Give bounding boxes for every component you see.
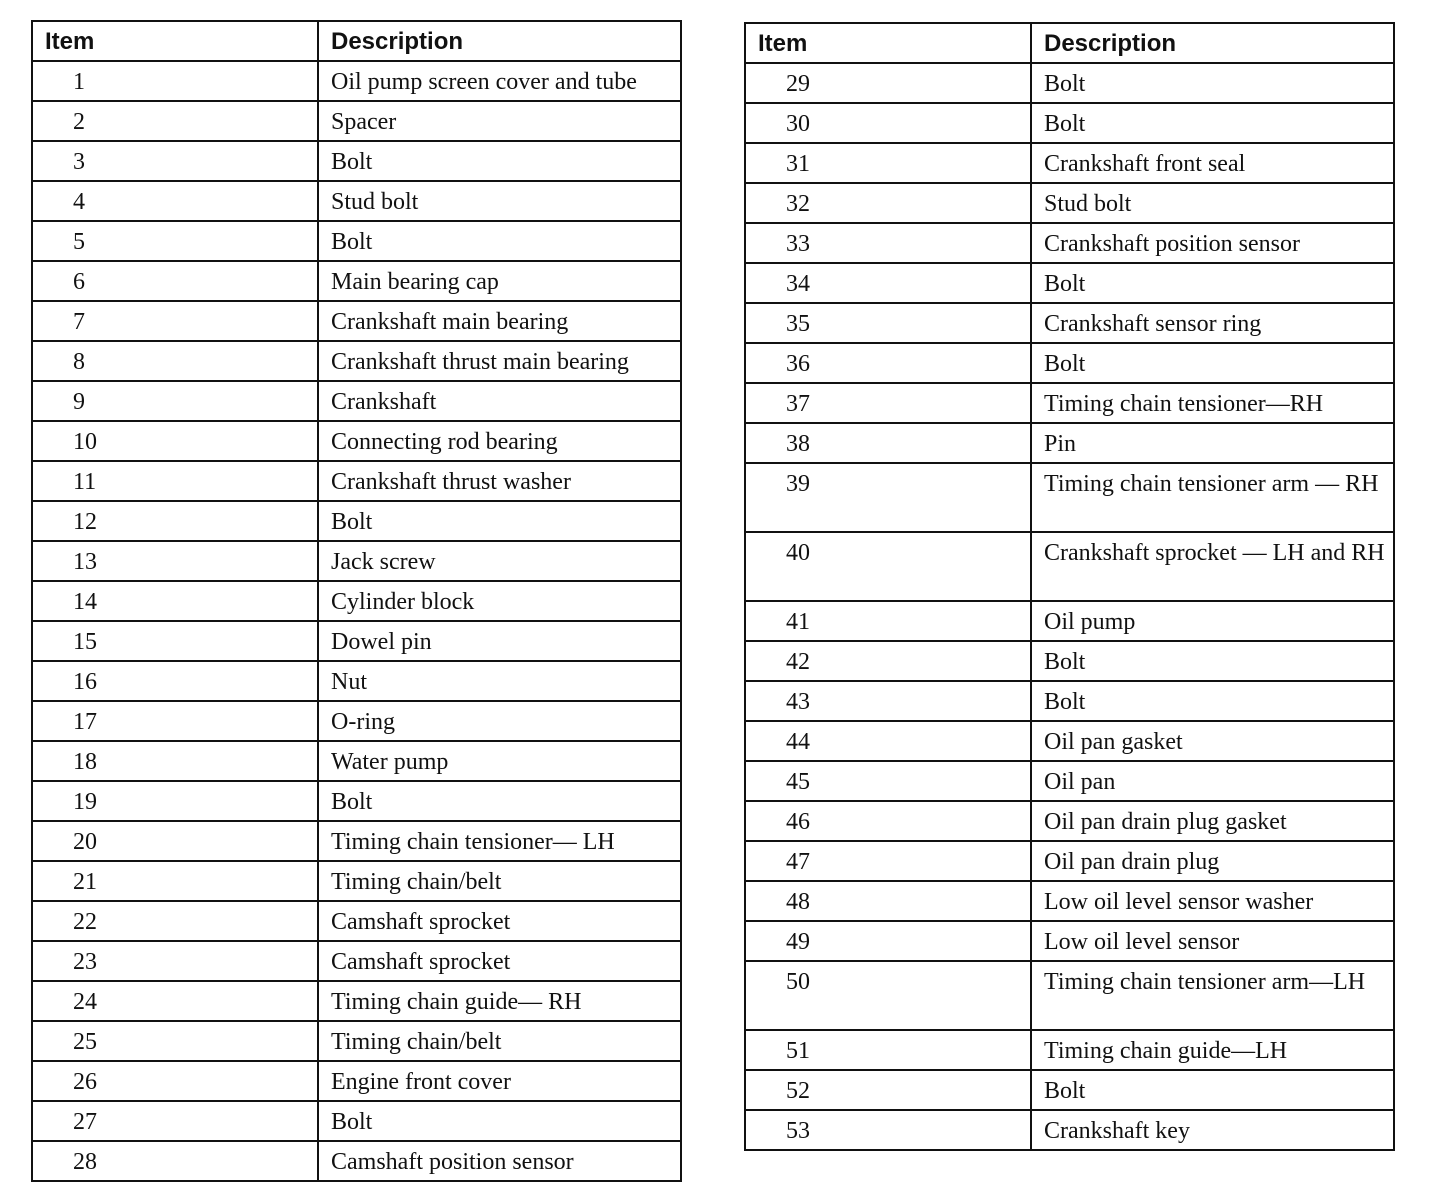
table-row bbox=[745, 921, 1394, 961]
table-row bbox=[32, 341, 681, 381]
table-row bbox=[745, 423, 1394, 463]
item-description: Bolt bbox=[1031, 641, 1394, 681]
table-row bbox=[745, 463, 1394, 532]
item-number: 41 bbox=[745, 601, 1031, 641]
table-row bbox=[745, 223, 1394, 263]
parts-table-left bbox=[31, 20, 682, 1182]
table-row bbox=[32, 1061, 681, 1101]
description-column-header: Description bbox=[318, 21, 681, 61]
description-column-header: Description bbox=[1031, 23, 1394, 63]
item-column-header: Item bbox=[745, 23, 1031, 63]
item-column-header: Item bbox=[32, 21, 318, 61]
item-number: 5 bbox=[32, 221, 318, 261]
item-description: Spacer bbox=[318, 101, 681, 141]
table-row bbox=[745, 343, 1394, 383]
table-row bbox=[745, 841, 1394, 881]
item-number: 44 bbox=[745, 721, 1031, 761]
table-row bbox=[32, 701, 681, 741]
table-row bbox=[745, 881, 1394, 921]
item-description: Crankshaft thrust washer bbox=[318, 461, 681, 501]
item-description: Crankshaft bbox=[318, 381, 681, 421]
table-row bbox=[32, 541, 681, 581]
item-description: Camshaft sprocket bbox=[318, 901, 681, 941]
item-description: Crankshaft front seal bbox=[1031, 143, 1394, 183]
item-description: Low oil level sensor washer bbox=[1031, 881, 1394, 921]
item-description: Connecting rod bearing bbox=[318, 421, 681, 461]
table-row bbox=[745, 801, 1394, 841]
item-description: Oil pump screen cover and tube bbox=[318, 61, 681, 101]
item-description: Low oil level sensor bbox=[1031, 921, 1394, 961]
table-row bbox=[745, 143, 1394, 183]
item-number: 28 bbox=[32, 1141, 318, 1181]
table-row bbox=[32, 901, 681, 941]
table-row bbox=[745, 601, 1394, 641]
item-number: 29 bbox=[745, 63, 1031, 103]
table-row bbox=[745, 183, 1394, 223]
table-row bbox=[32, 741, 681, 781]
table-row bbox=[32, 141, 681, 181]
item-number: 12 bbox=[32, 501, 318, 541]
item-number: 27 bbox=[32, 1101, 318, 1141]
item-description: Timing chain guide—LH bbox=[1031, 1030, 1394, 1070]
table-row bbox=[32, 301, 681, 341]
item-description: Timing chain tensioner arm—LH bbox=[1031, 961, 1394, 1030]
table-row bbox=[32, 1101, 681, 1141]
item-description: Bolt bbox=[318, 1101, 681, 1141]
item-description: Crankshaft sensor ring bbox=[1031, 303, 1394, 343]
table-row bbox=[32, 261, 681, 301]
item-number: 16 bbox=[32, 661, 318, 701]
item-description: Stud bolt bbox=[318, 181, 681, 221]
item-number: 25 bbox=[32, 1021, 318, 1061]
table-row bbox=[32, 381, 681, 421]
item-description: Crankshaft main bearing bbox=[318, 301, 681, 341]
item-description: Water pump bbox=[318, 741, 681, 781]
item-description: Bolt bbox=[318, 221, 681, 261]
item-number: 15 bbox=[32, 621, 318, 661]
item-number: 2 bbox=[32, 101, 318, 141]
item-description: Bolt bbox=[318, 781, 681, 821]
item-number: 49 bbox=[745, 921, 1031, 961]
table-row bbox=[745, 961, 1394, 1030]
item-description: Crankshaft sprocket — LH and RH bbox=[1031, 532, 1394, 601]
item-number: 36 bbox=[745, 343, 1031, 383]
table-row bbox=[745, 263, 1394, 303]
item-number: 52 bbox=[745, 1070, 1031, 1110]
item-number: 17 bbox=[32, 701, 318, 741]
table-row bbox=[745, 641, 1394, 681]
item-description: Nut bbox=[318, 661, 681, 701]
item-number: 22 bbox=[32, 901, 318, 941]
table-row bbox=[745, 1110, 1394, 1150]
item-number: 1 bbox=[32, 61, 318, 101]
item-number: 42 bbox=[745, 641, 1031, 681]
item-number: 24 bbox=[32, 981, 318, 1021]
item-description: Crankshaft position sensor bbox=[1031, 223, 1394, 263]
item-description: Bolt bbox=[1031, 1070, 1394, 1110]
table-row bbox=[745, 721, 1394, 761]
parts-table-right bbox=[744, 22, 1395, 1151]
item-number: 53 bbox=[745, 1110, 1031, 1150]
table-row bbox=[32, 421, 681, 461]
item-description: Oil pan gasket bbox=[1031, 721, 1394, 761]
table-row bbox=[745, 63, 1394, 103]
item-number: 48 bbox=[745, 881, 1031, 921]
table-header-row bbox=[745, 23, 1394, 63]
item-description: O-ring bbox=[318, 701, 681, 741]
item-description: Oil pan bbox=[1031, 761, 1394, 801]
item-description: Camshaft sprocket bbox=[318, 941, 681, 981]
item-number: 50 bbox=[745, 961, 1031, 1030]
table-row bbox=[32, 781, 681, 821]
item-number: 35 bbox=[745, 303, 1031, 343]
item-number: 19 bbox=[32, 781, 318, 821]
table-row bbox=[745, 383, 1394, 423]
item-number: 9 bbox=[32, 381, 318, 421]
item-number: 38 bbox=[745, 423, 1031, 463]
item-description: Timing chain/belt bbox=[318, 1021, 681, 1061]
item-number: 30 bbox=[745, 103, 1031, 143]
table-row bbox=[32, 941, 681, 981]
item-description: Bolt bbox=[1031, 263, 1394, 303]
item-description: Dowel pin bbox=[318, 621, 681, 661]
item-description: Timing chain tensioner—RH bbox=[1031, 383, 1394, 423]
item-description: Timing chain guide— RH bbox=[318, 981, 681, 1021]
item-number: 11 bbox=[32, 461, 318, 501]
table-row bbox=[32, 221, 681, 261]
item-description: Bolt bbox=[1031, 681, 1394, 721]
item-description: Bolt bbox=[1031, 63, 1394, 103]
table-row bbox=[32, 621, 681, 661]
table-row bbox=[745, 681, 1394, 721]
item-number: 43 bbox=[745, 681, 1031, 721]
item-number: 40 bbox=[745, 532, 1031, 601]
table-row bbox=[745, 1030, 1394, 1070]
table-row bbox=[32, 661, 681, 701]
table-row bbox=[32, 181, 681, 221]
table-row bbox=[32, 1021, 681, 1061]
item-number: 13 bbox=[32, 541, 318, 581]
item-description: Oil pan drain plug bbox=[1031, 841, 1394, 881]
table-row bbox=[745, 532, 1394, 601]
item-number: 6 bbox=[32, 261, 318, 301]
table-row bbox=[745, 103, 1394, 143]
table-row bbox=[32, 61, 681, 101]
item-number: 23 bbox=[32, 941, 318, 981]
table-row bbox=[32, 981, 681, 1021]
table-header-row bbox=[32, 21, 681, 61]
item-description: Bolt bbox=[318, 141, 681, 181]
table-row bbox=[32, 501, 681, 541]
item-number: 45 bbox=[745, 761, 1031, 801]
item-number: 4 bbox=[32, 181, 318, 221]
item-number: 8 bbox=[32, 341, 318, 381]
item-number: 33 bbox=[745, 223, 1031, 263]
item-number: 26 bbox=[32, 1061, 318, 1101]
table-row bbox=[32, 101, 681, 141]
item-number: 14 bbox=[32, 581, 318, 621]
item-description: Oil pump bbox=[1031, 601, 1394, 641]
item-description: Timing chain tensioner— LH bbox=[318, 821, 681, 861]
table-row bbox=[745, 1070, 1394, 1110]
item-description: Jack screw bbox=[318, 541, 681, 581]
table-row bbox=[32, 861, 681, 901]
item-number: 34 bbox=[745, 263, 1031, 303]
item-description: Oil pan drain plug gasket bbox=[1031, 801, 1394, 841]
item-description: Camshaft position sensor bbox=[318, 1141, 681, 1181]
table-row bbox=[32, 461, 681, 501]
item-description: Bolt bbox=[1031, 103, 1394, 143]
item-description: Bolt bbox=[1031, 343, 1394, 383]
item-description: Timing chain/belt bbox=[318, 861, 681, 901]
item-number: 10 bbox=[32, 421, 318, 461]
item-number: 21 bbox=[32, 861, 318, 901]
item-description: Stud bolt bbox=[1031, 183, 1394, 223]
item-number: 39 bbox=[745, 463, 1031, 532]
item-description: Engine front cover bbox=[318, 1061, 681, 1101]
table-row bbox=[745, 303, 1394, 343]
table-row bbox=[32, 1141, 681, 1181]
item-description: Bolt bbox=[318, 501, 681, 541]
item-number: 51 bbox=[745, 1030, 1031, 1070]
item-number: 46 bbox=[745, 801, 1031, 841]
item-number: 32 bbox=[745, 183, 1031, 223]
item-description: Pin bbox=[1031, 423, 1394, 463]
item-number: 37 bbox=[745, 383, 1031, 423]
item-number: 20 bbox=[32, 821, 318, 861]
item-number: 3 bbox=[32, 141, 318, 181]
table-row bbox=[32, 581, 681, 621]
item-number: 18 bbox=[32, 741, 318, 781]
item-number: 31 bbox=[745, 143, 1031, 183]
item-description: Crankshaft thrust main bearing bbox=[318, 341, 681, 381]
table-row bbox=[745, 761, 1394, 801]
item-description: Cylinder block bbox=[318, 581, 681, 621]
item-description: Crankshaft key bbox=[1031, 1110, 1394, 1150]
item-description: Timing chain tensioner arm — RH bbox=[1031, 463, 1394, 532]
item-number: 7 bbox=[32, 301, 318, 341]
item-number: 47 bbox=[745, 841, 1031, 881]
item-description: Main bearing cap bbox=[318, 261, 681, 301]
table-row bbox=[32, 821, 681, 861]
